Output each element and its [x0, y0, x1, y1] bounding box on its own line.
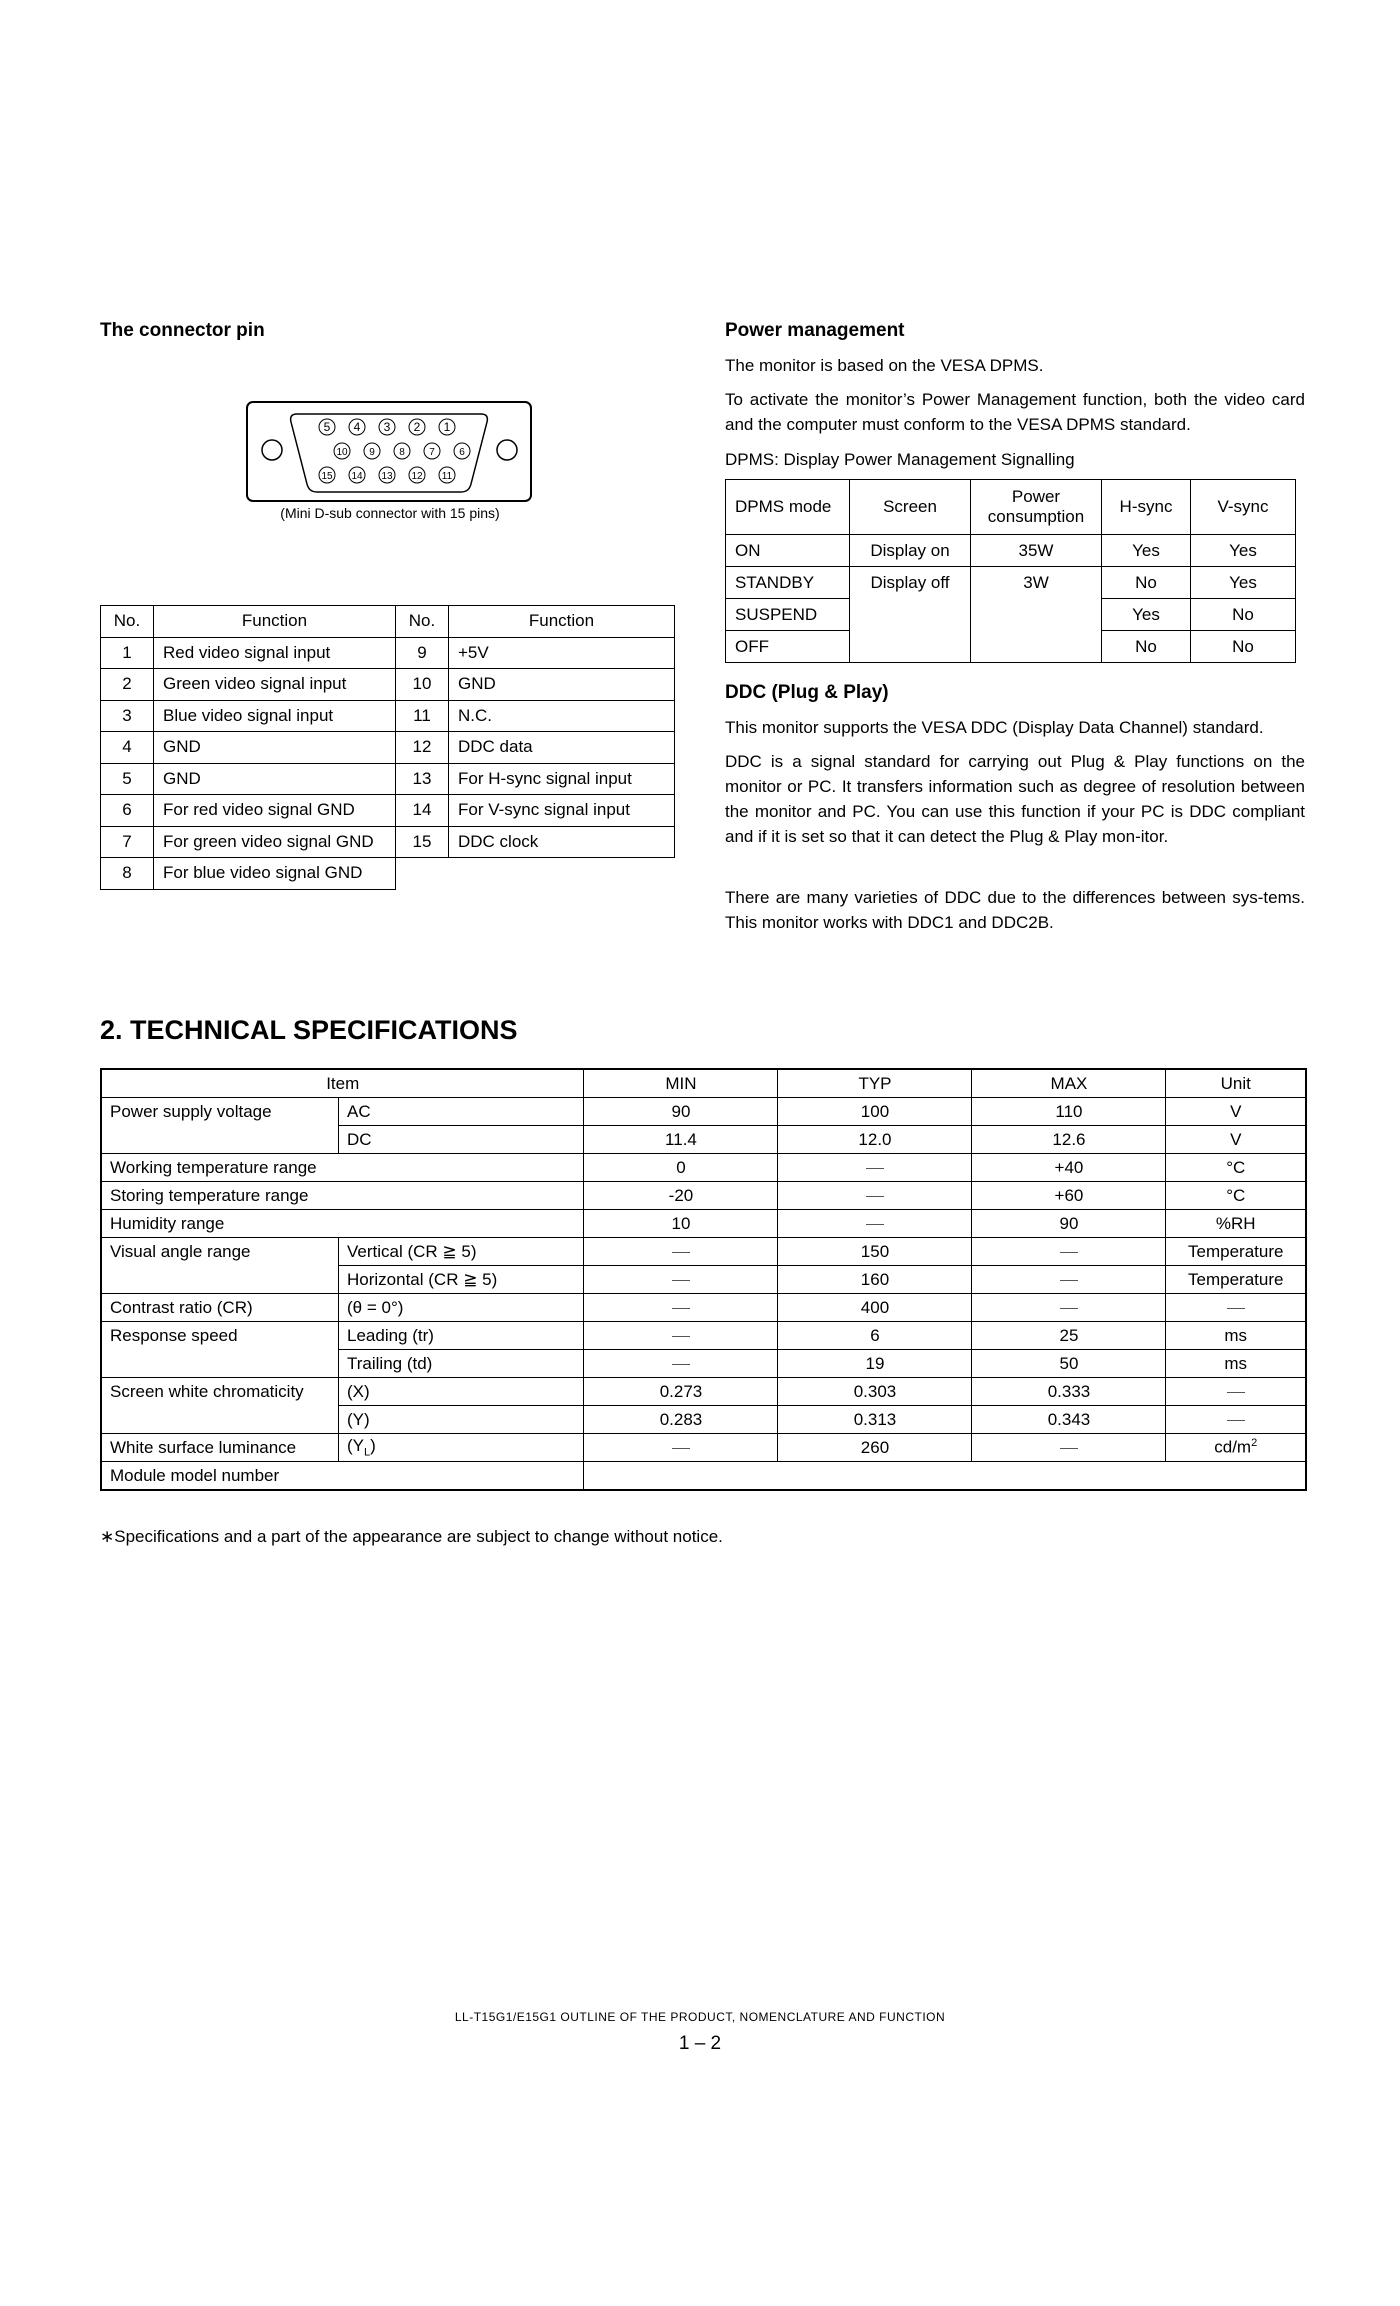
table-cell: Temperature	[1166, 1238, 1306, 1266]
table-cell: (Y)	[339, 1406, 584, 1434]
pin-function-table	[100, 605, 675, 890]
page-number: 1 – 2	[678, 2033, 722, 2054]
specs-table	[100, 1068, 1307, 1491]
pin-label: 11	[441, 471, 453, 482]
table-cell: H-sync	[1102, 480, 1191, 535]
dash-icon	[672, 1336, 690, 1337]
table-cell	[971, 599, 1102, 631]
table-cell: 0.333	[972, 1378, 1166, 1406]
dash-icon	[672, 1280, 690, 1281]
table-cell: %RH	[1166, 1210, 1306, 1238]
pin-row-bottom	[319, 467, 455, 483]
power-p1: The monitor is based on the VESA DPMS.	[725, 356, 1044, 375]
table-cell: °C	[1166, 1182, 1306, 1210]
table-cell: No	[1191, 599, 1296, 631]
table-cell: (θ = 0°)	[339, 1294, 584, 1322]
table-cell: MIN	[584, 1069, 778, 1098]
pin-label: 8	[399, 447, 405, 458]
table-cell	[101, 1350, 339, 1378]
table-cell: +40	[972, 1154, 1166, 1182]
table-header-row	[101, 606, 675, 638]
table-cell: For V-sync signal input	[449, 795, 675, 827]
table-cell: Yes	[1191, 567, 1296, 599]
dash-icon	[1227, 1308, 1245, 1309]
footer-title: LL-T15G1/E15G1 OUTLINE OF THE PRODUCT, NOMENCLATURE AND FUNCTION	[454, 2010, 946, 2024]
table-cell	[584, 1434, 778, 1462]
pin-label: 14	[351, 471, 363, 482]
table-cell: 90	[584, 1098, 778, 1126]
table-cell: 4	[101, 732, 154, 764]
table-cell	[778, 1210, 972, 1238]
table-cell: Red video signal input	[154, 637, 396, 669]
table-cell: 25	[972, 1322, 1166, 1350]
dash-icon	[1227, 1420, 1245, 1421]
table-cell: SUSPEND	[726, 599, 850, 631]
table-cell: Vertical (CR ≧ 5)	[339, 1238, 584, 1266]
table-cell: 1	[101, 637, 154, 669]
table-cell: Yes	[1102, 599, 1191, 631]
table-row	[101, 858, 675, 890]
table-cell: Unit	[1166, 1069, 1306, 1098]
table-cell	[850, 631, 971, 663]
power-heading: Power management	[725, 320, 905, 341]
table-cell: V	[1166, 1098, 1306, 1126]
table-cell: +5V	[449, 637, 675, 669]
table-row	[101, 1266, 1306, 1294]
table-cell	[972, 1434, 1166, 1462]
table-cell: 12.6	[972, 1126, 1166, 1154]
table-row	[726, 535, 1296, 567]
table-cell: Contrast ratio (CR)	[101, 1294, 339, 1322]
table-cell: 400	[778, 1294, 972, 1322]
table-row	[101, 1154, 1306, 1182]
table-cell: 90	[972, 1210, 1166, 1238]
table-row	[101, 700, 675, 732]
table-cell: DDC clock	[449, 826, 675, 858]
table-cell	[778, 1182, 972, 1210]
table-cell	[101, 1266, 339, 1294]
ddc-p1: This monitor supports the VESA DDC (Display Data Channel) standard.	[725, 718, 1264, 737]
table-cell: 0.303	[778, 1378, 972, 1406]
table-row	[101, 1238, 1306, 1266]
table-cell: $cd/m^2$	[1166, 1434, 1306, 1462]
table-cell: No	[1102, 631, 1191, 663]
table-cell	[1166, 1294, 1306, 1322]
table-row	[101, 1350, 1306, 1378]
table-cell: Screen white chromaticity	[101, 1378, 339, 1406]
table-cell	[396, 858, 449, 890]
table-row	[101, 732, 675, 764]
pin-label: 13	[381, 471, 393, 482]
table-cell: 6	[101, 795, 154, 827]
table-cell: 19	[778, 1350, 972, 1378]
table-cell: Green video signal input	[154, 669, 396, 701]
table-row	[101, 1462, 1306, 1491]
table-cell: GND	[154, 732, 396, 764]
table-row	[101, 669, 675, 701]
table-cell: 15	[396, 826, 449, 858]
table-cell	[584, 1266, 778, 1294]
table-cell: Yes	[1102, 535, 1191, 567]
table-cell: ms	[1166, 1322, 1306, 1350]
table-cell: Temperature	[1166, 1266, 1306, 1294]
table-cell: MAX	[972, 1069, 1166, 1098]
table-row	[101, 637, 675, 669]
pin-row-middle	[334, 443, 470, 459]
table-row	[101, 1294, 1306, 1322]
table-cell: 0	[584, 1154, 778, 1182]
pin-label: 5	[323, 420, 331, 434]
table-cell	[101, 1406, 339, 1434]
table-cell: 3	[101, 700, 154, 732]
table-cell	[778, 1154, 972, 1182]
table-cell: Response speed	[101, 1322, 339, 1350]
dash-icon	[672, 1308, 690, 1309]
table-cell: DC	[339, 1126, 584, 1154]
table-cell: Leading (tr)	[339, 1322, 584, 1350]
table-row	[101, 1210, 1306, 1238]
table-cell: 160	[778, 1266, 972, 1294]
table-row	[726, 631, 1296, 663]
dpms-table	[725, 479, 1296, 663]
table-cell: 10	[396, 669, 449, 701]
table-cell: ms	[1166, 1350, 1306, 1378]
header-no: No.	[101, 606, 154, 638]
dash-icon	[672, 1448, 690, 1449]
table-cell	[1166, 1406, 1306, 1434]
table-cell: No	[1102, 567, 1191, 599]
table-cell: N.C.	[449, 700, 675, 732]
pin-label: 4	[353, 420, 361, 434]
dash-icon	[866, 1224, 884, 1225]
table-cell	[972, 1266, 1166, 1294]
table-cell	[972, 1238, 1166, 1266]
table-cell: GND	[154, 763, 396, 795]
table-cell: ON	[726, 535, 850, 567]
table-cell: DPMS mode	[726, 480, 850, 535]
table-cell: V-sync	[1191, 480, 1296, 535]
table-cell	[850, 599, 971, 631]
table-cell: 11.4	[584, 1126, 778, 1154]
table-header-row	[726, 480, 1296, 535]
table-row	[101, 1126, 1306, 1154]
table-cell: DDC data	[449, 732, 675, 764]
table-cell: For green video signal GND	[154, 826, 396, 858]
table-row	[726, 567, 1296, 599]
table-cell: Display on	[850, 535, 971, 567]
specs-note: ∗Specifications and a part of the appearance are subject to change without notice.	[100, 1527, 723, 1546]
table-cell	[584, 1350, 778, 1378]
table-cell: TYP	[778, 1069, 972, 1098]
table-cell: 6	[778, 1322, 972, 1350]
table-cell: White surface luminance	[101, 1434, 339, 1462]
table-cell: Visual angle range	[101, 1238, 339, 1266]
pin-label: 10	[336, 447, 348, 458]
table-cell: 10	[584, 1210, 778, 1238]
table-cell: 5	[101, 763, 154, 795]
table-cell: Yes	[1191, 535, 1296, 567]
d-sub-connector-diagram	[245, 400, 535, 505]
table-cell: For red video signal GND	[154, 795, 396, 827]
table-row	[101, 1322, 1306, 1350]
pin-label: 15	[321, 471, 333, 482]
table-cell: 12.0	[778, 1126, 972, 1154]
table-cell	[101, 1126, 339, 1154]
table-cell	[584, 1322, 778, 1350]
table-cell: Module model number	[101, 1462, 584, 1491]
dash-icon	[866, 1196, 884, 1197]
header-function: Function	[154, 606, 396, 638]
table-cell: Power consumption	[971, 480, 1102, 535]
table-cell: 8	[101, 858, 154, 890]
table-cell: °C	[1166, 1154, 1306, 1182]
pin-label: 3	[383, 420, 391, 434]
table-cell: Power supply voltage	[101, 1098, 339, 1126]
pin-label: 6	[459, 447, 465, 458]
pin-label: 7	[429, 447, 435, 458]
dash-icon	[1227, 1392, 1245, 1393]
table-cell: 50	[972, 1350, 1166, 1378]
table-cell: +60	[972, 1182, 1166, 1210]
table-row	[101, 1434, 1306, 1462]
table-cell: 110	[972, 1098, 1166, 1126]
table-cell: $(Y_L)$	[339, 1434, 584, 1462]
table-cell: 3W	[971, 567, 1102, 599]
table-cell: Humidity range	[101, 1210, 584, 1238]
table-cell: Screen	[850, 480, 971, 535]
table-cell	[971, 631, 1102, 663]
table-row	[101, 1378, 1306, 1406]
table-cell: Horizontal (CR ≧ 5)	[339, 1266, 584, 1294]
table-cell: 260	[778, 1434, 972, 1462]
table-row	[726, 599, 1296, 631]
pin-label: 9	[369, 447, 375, 458]
specs-heading: 2. TECHNICAL SPECIFICATIONS	[100, 1015, 518, 1045]
dash-icon	[866, 1168, 884, 1169]
table-cell: For H-sync signal input	[449, 763, 675, 795]
table-row	[101, 763, 675, 795]
table-cell: AC	[339, 1098, 584, 1126]
table-cell	[584, 1462, 1306, 1491]
connector-heading: The connector pin	[100, 320, 265, 341]
dash-icon	[672, 1252, 690, 1253]
table-cell: 13	[396, 763, 449, 795]
table-row	[101, 1406, 1306, 1434]
table-cell: Trailing (td)	[339, 1350, 584, 1378]
table-row	[101, 795, 675, 827]
ddc-heading: DDC (Plug & Play)	[725, 682, 889, 703]
table-cell: 35W	[971, 535, 1102, 567]
table-cell: Display off	[850, 567, 971, 599]
table-cell	[584, 1238, 778, 1266]
table-cell	[449, 858, 675, 890]
table-cell: 9	[396, 637, 449, 669]
ddc-p3: There are many varieties of DDC due to the differences between sys-tems. This monitor works with DDC1 and DDC2B.	[725, 888, 1305, 932]
dash-icon	[1060, 1252, 1078, 1253]
header-function: Function	[449, 606, 675, 638]
table-cell: Item	[101, 1069, 584, 1098]
table-cell: -20	[584, 1182, 778, 1210]
dash-icon	[1060, 1280, 1078, 1281]
table-cell: 0.343	[972, 1406, 1166, 1434]
table-cell: (X)	[339, 1378, 584, 1406]
table-cell: 2	[101, 669, 154, 701]
table-cell	[972, 1294, 1166, 1322]
table-header-row	[101, 1069, 1306, 1098]
table-cell: No	[1191, 631, 1296, 663]
table-cell: For blue video signal GND	[154, 858, 396, 890]
table-cell: 0.313	[778, 1406, 972, 1434]
table-cell: 7	[101, 826, 154, 858]
table-row	[101, 1098, 1306, 1126]
connector-caption: (Mini D-sub connector with 15 pins)	[280, 505, 500, 521]
ddc-p2: DDC is a signal standard for carrying out Plug & Play functions on the monitor or PC. It transfers information such as degree of resolution between the monitor and PC. You can use this function if your PC is DDC compliant and if it is set so that it can detect the Plug & Play mon-itor.	[725, 752, 1305, 846]
table-cell: 0.273	[584, 1378, 778, 1406]
power-p2: To activate the monitor’s Power Management function, both the video card and the computer must conform to the VESA DPMS standard.	[725, 390, 1305, 434]
table-cell: 0.283	[584, 1406, 778, 1434]
dash-icon	[672, 1364, 690, 1365]
table-row	[101, 826, 675, 858]
table-cell: Working temperature range	[101, 1154, 584, 1182]
table-cell	[584, 1294, 778, 1322]
table-cell: Storing temperature range	[101, 1182, 584, 1210]
table-cell: 14	[396, 795, 449, 827]
table-cell: 100	[778, 1098, 972, 1126]
dash-icon	[1060, 1448, 1078, 1449]
table-cell: Blue video signal input	[154, 700, 396, 732]
table-row	[101, 1182, 1306, 1210]
table-cell: V	[1166, 1126, 1306, 1154]
dash-icon	[1060, 1308, 1078, 1309]
table-cell: 150	[778, 1238, 972, 1266]
header-no: No.	[396, 606, 449, 638]
power-p3: DPMS: Display Power Management Signalling	[725, 450, 1075, 469]
table-cell: GND	[449, 669, 675, 701]
table-cell: 11	[396, 700, 449, 732]
table-cell	[1166, 1378, 1306, 1406]
pin-label: 2	[413, 420, 421, 434]
table-cell: OFF	[726, 631, 850, 663]
pin-row-top	[319, 419, 455, 435]
table-cell: 12	[396, 732, 449, 764]
table-cell: STANDBY	[726, 567, 850, 599]
pin-label: 12	[411, 471, 423, 482]
pin-label: 1	[443, 420, 451, 434]
